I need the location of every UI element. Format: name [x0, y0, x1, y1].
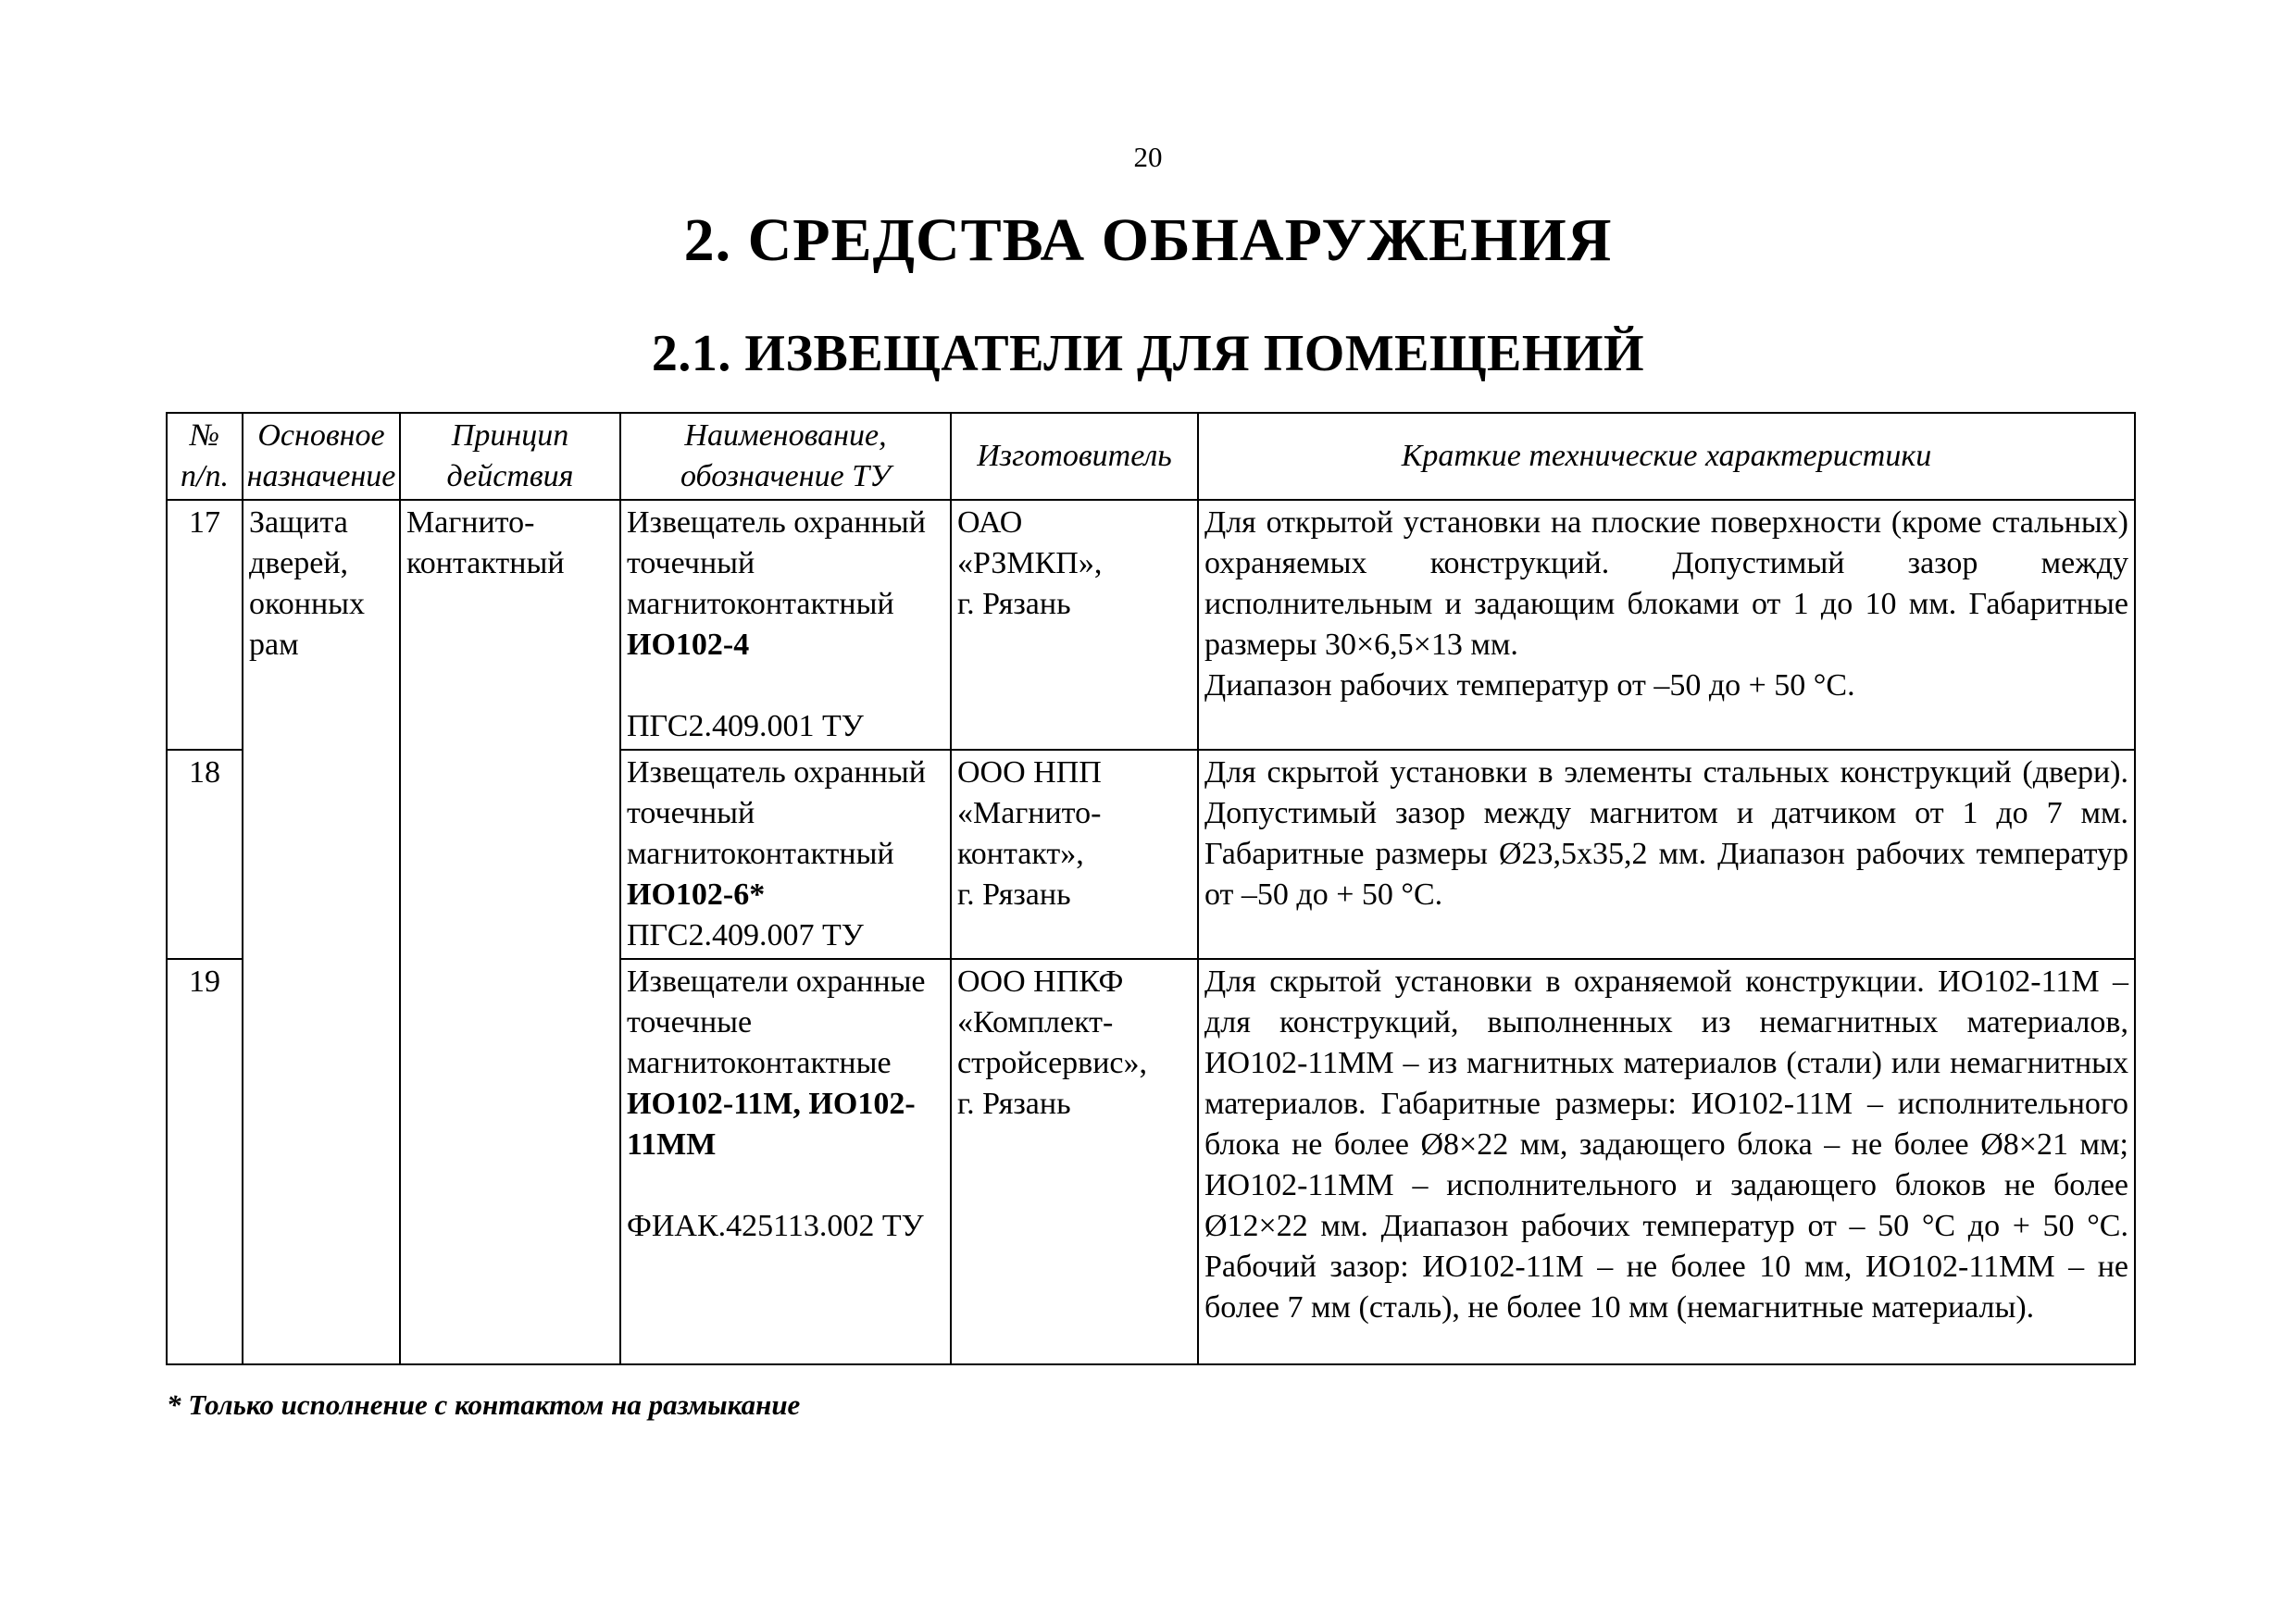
specs-temperature: Диапазон рабочих температур от –50 до + 50 °С.: [1204, 668, 1855, 703]
tu-designation: ФИАК.425113.002 ТУ: [627, 1209, 924, 1243]
device-name: Извещатель охранный точечный магнитоконтактный: [627, 755, 926, 871]
tu-designation: ПГС2.409.001 ТУ: [627, 709, 864, 743]
maker-line2: «РЗМКП»,: [957, 546, 1103, 580]
specs-cell: [1198, 750, 2135, 959]
subsection-title: 2.1. ИЗВЕЩАТЕЛИ ДЛЯ ПОМЕЩЕНИЙ: [651, 325, 1645, 382]
header-maker: Изготовитель: [951, 413, 1198, 500]
header-principle-line1: Принцип: [451, 418, 569, 453]
header-specs: Краткие технические характеристики: [1198, 413, 2135, 500]
specs-text: Для скрытой установки в охраняемой конструкции. ИО102-11М – для конструкций, выполненных из немагнитных материалов, ИО102-11ММ – из магнитных материалов (стали) или немагнитных материалов. Габаритные размеры: ИО102-11М – исполнительного блока не более Ø8×22 мм, задающего блока – не более Ø8×21 мм; ИО102-11ММ – исполнительного и задающего блоков не более Ø12×22 мм. Диапазон рабочих температур от – 50 °С до + 50 °С. Рабочий зазор: ИО102-11М – не более 10 мм, ИО102-11ММ – не более 7 мм (сталь), не более 10 мм (немагнитные материалы).: [1204, 965, 2128, 1325]
row-number: 17: [167, 500, 243, 750]
spacer: [627, 1165, 944, 1206]
device-name: Извещатели охранные точечные магнитоконтактные: [627, 965, 926, 1080]
device-model: ИО102-6*: [627, 877, 766, 912]
header-name-line2: обозначение ТУ: [680, 459, 891, 493]
table-row: [167, 500, 2135, 750]
specs-text: Для открытой установки на плоские поверхности (кроме стальных) охраняемых конструкций. Допустимый зазор между исполнительным и задающим блоками от 1 до 10 мм. Габаритные размеры 30×6,5×13 мм.: [1204, 505, 2128, 662]
header-purpose-line2: назначение: [246, 459, 396, 493]
table-header-row: [167, 413, 2135, 500]
row-number: 18: [167, 750, 243, 959]
header-principle: [400, 413, 620, 500]
maker-line2: «Магнито-контакт»,: [957, 796, 1102, 871]
name-cell: [620, 500, 951, 750]
maker-line3: г. Рязань: [957, 587, 1071, 621]
maker-cell: [951, 959, 1198, 1364]
principle-cell: Магнито-контактный: [400, 500, 620, 1364]
maker-line3: г. Рязань: [957, 877, 1071, 912]
header-name-line1: Наименование,: [684, 418, 887, 453]
maker-cell: [951, 500, 1198, 750]
header-purpose-line1: Основное: [257, 418, 385, 453]
maker-line1: ОАО: [957, 505, 1023, 540]
header-name: [620, 413, 951, 500]
maker-line1: ООО НПКФ: [957, 965, 1124, 999]
name-cell: [620, 750, 951, 959]
device-name: Извещатель охранный точечный магнитоконтактный: [627, 505, 926, 621]
maker-line2: «Комплект-стройсервис»,: [957, 1005, 1147, 1080]
purpose-cell: Защита дверей, оконных рам: [243, 500, 400, 1364]
specs-text: Для скрытой установки в элементы стальных конструкций (двери). Допустимый зазор между магнитом и датчиком от 1 до 7 мм. Габаритные размеры Ø23,5х35,2 мм. Диапазон рабочих температур от –50 до + 50 °С.: [1204, 755, 2128, 912]
specs-cell: [1198, 959, 2135, 1364]
specs-cell: [1198, 500, 2135, 750]
name-cell: [620, 959, 951, 1364]
header-purpose: [243, 413, 400, 500]
header-number-line2: п/п.: [181, 459, 229, 493]
detectors-table: [166, 412, 2136, 1365]
device-model: ИО102-4: [627, 628, 750, 662]
header-principle-line2: действия: [446, 459, 574, 493]
header-number: [167, 413, 243, 500]
maker-line3: г. Рязань: [957, 1087, 1071, 1121]
tu-designation: ПГС2.409.007 ТУ: [627, 918, 864, 952]
page-number: 20: [1133, 141, 1163, 173]
section-title: 2. СРЕДСТВА ОБНАРУЖЕНИЯ: [683, 206, 1613, 274]
device-model: ИО102-11М, ИО102-11ММ: [627, 1087, 916, 1162]
header-number-line1: №: [189, 418, 220, 453]
spacer: [627, 666, 944, 706]
row-number: 19: [167, 959, 243, 1364]
maker-cell: [951, 750, 1198, 959]
maker-line1: ООО НПП: [957, 755, 1102, 790]
footnote: * Только исполнение с контактом на размыкание: [167, 1388, 801, 1421]
